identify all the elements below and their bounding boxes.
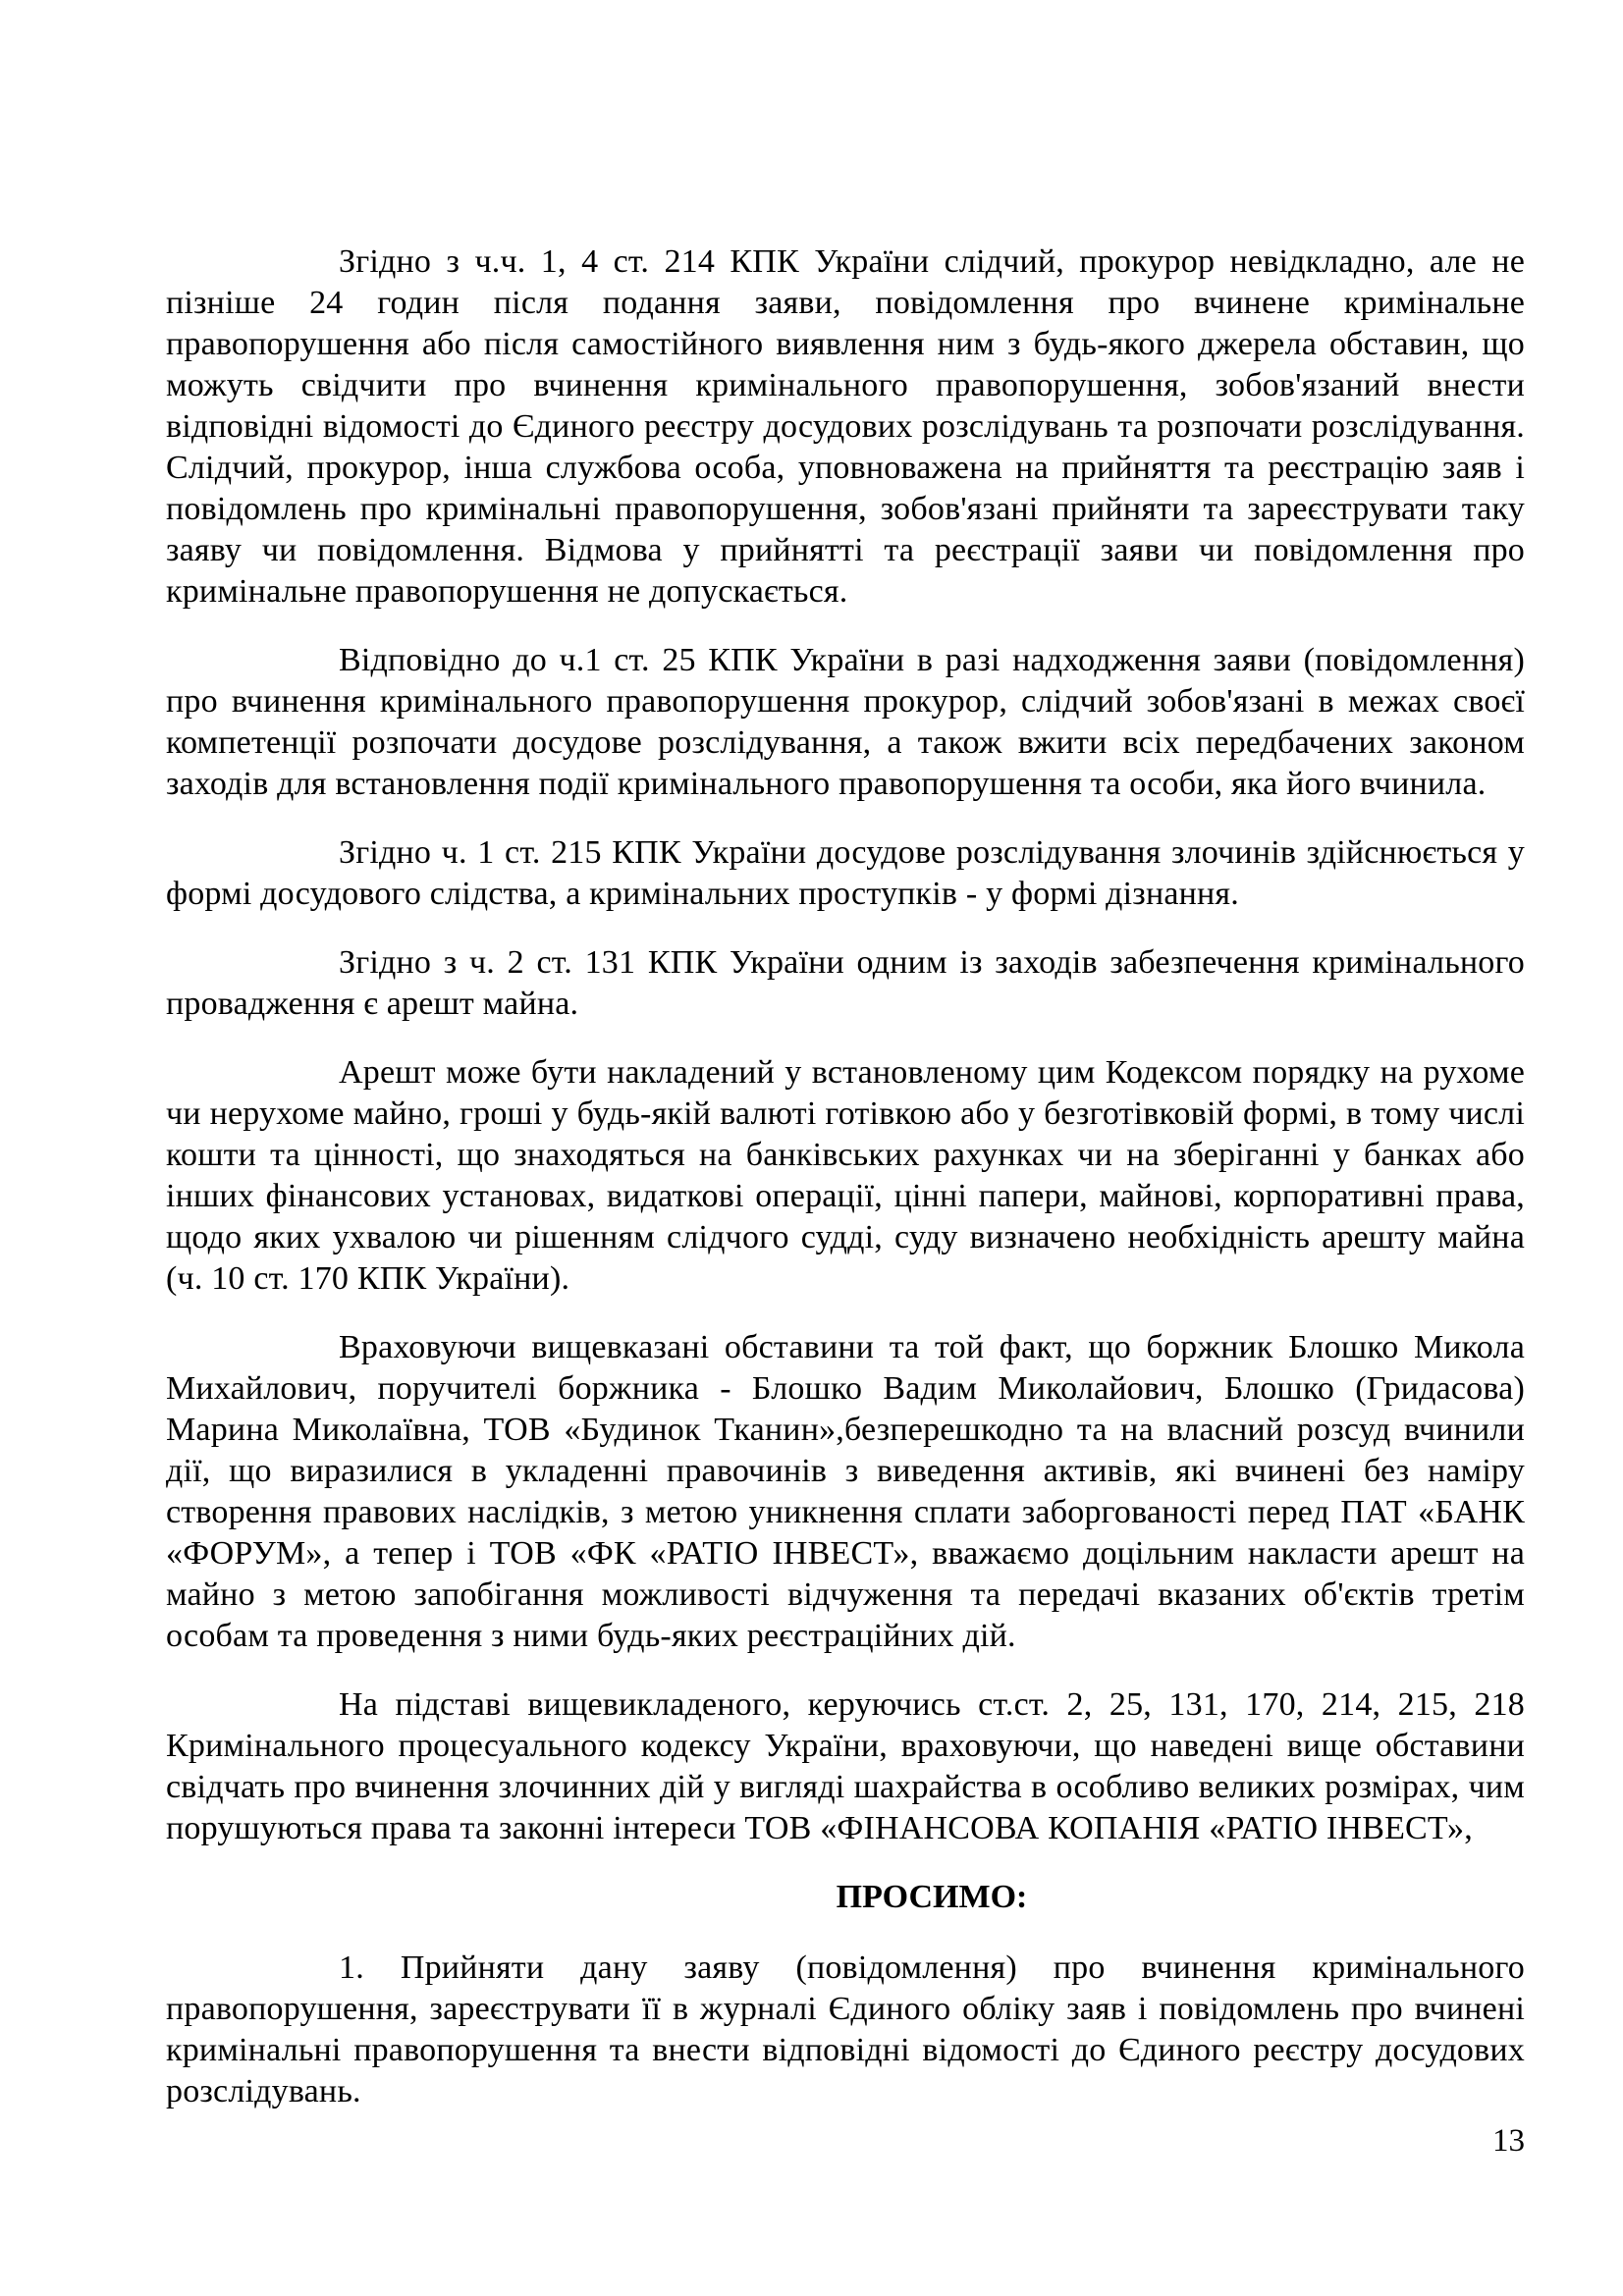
page-number: 13: [1492, 2123, 1525, 2159]
paragraph-arrest-property: Арешт може бути накладений у встановленому цим Кодексом порядку на рухоме чи нерухоме майно, гроші у будь-якій валюті готівкою або у безготівковій формі, в тому числі кошти та цінності, що знаходяться на банківських рахунках чи на зберіганні у банках або інших фінансових установах, видаткові операції, цінні папери, майнові, корпоративні права, щодо яких ухвалою чи рішенням слідчого судді, суду визначено необхідність арешту майна (ч. 10 ст. 170 КПК України).: [166, 1054, 1525, 1297]
paragraph-legal-grounds: На підставі вищевикладеного, керуючись ст.ст. 2, 25, 131, 170, 214, 215, 218 Кримінального процесуального кодексу України, враховуючи, що наведені вище обставини свідчать про вчинення злочинних дій у вигляді шахрайства в особливо великих розмірах, чим порушуються права та законні інтереси ТОВ «ФІНАНСОВА КОПАНІЯ «РАТІО ІНВЕСТ»,: [166, 1686, 1525, 1846]
paragraph-circumstances-debtors: Враховуючи вищевказані обставини та той факт, що боржник Блошко Микола Михайлович, поручителі боржника - Блошко Вадим Миколайович, Блошко (Гридасова) Марина Миколаївна, ТОВ «Будинок Тканин»,безперешкодно та на власний розсуд вчинили дії, що виразилися в укладенні правочинів з виведення активів, які вчинені без наміру створення правових наслідків, з метою уникнення сплати заборгованості перед ПАТ «БАНК «ФОРУМ», а тепер і ТОВ «ФК «РАТІО ІНВЕСТ», вважаємо доцільним накласти арешт на майно з метою запобігання можливості відчуження та передачі вказаних об'єктів третім особам та проведення з ними будь-яких реєстраційних дій.: [166, 1329, 1525, 1654]
paragraph-kpk-art-214: Згідно з ч.ч. 1, 4 ст. 214 КПК України слідчий, прокурор невідкладно, але не пізніше 24 годин після подання заяви, повідомлення про вчинене кримінальне правопорушення або після самостійного виявлення ним з будь-якого джерела обставин, що можуть свідчити про вчинення кримінального правопорушення, зобов'язаний внести відповідні відомості до Єдиного реєстру досудових розслідувань та розпочати розслідування. Слідчий, прокурор, інша службова особа, уповноважена на прийняття та реєстрацію заяв і повідомлень про кримінальні правопорушення, зобов'язані прийняти та зареєструвати таку заяву чи повідомлення. Відмова у прийнятті та реєстрації заяви чи повідомлення про кримінальне правопорушення не допускається.: [166, 243, 1525, 610]
document-body: [166, 241, 1525, 2140]
paragraph-kpk-art-131: Згідно з ч. 2 ст. 131 КПК України одним із заходів забезпечення кримінального провадження є арешт майна.: [166, 944, 1525, 1022]
paragraph-kpk-art-25: Відповідно до ч.1 ст. 25 КПК України в разі надходження заяви (повідомлення) про вчинення кримінального правопорушення прокурор, слідчий зобов'язані в межах своєї компетенції розпочати досудове розслідування, а також вжити всіх передбачених законом заходів для встановлення події кримінального правопорушення та особи, яка його вчинила.: [166, 642, 1525, 802]
section-heading-prosymo: ПРОСИМО:: [836, 1879, 1028, 1915]
request-item-1: 1. Прийняти дану заяву (повідомлення) про вчинення кримінального правопорушення, зареєструвати її в журналі Єдиного обліку заяв і повідомлень про вчинені кримінальні правопорушення та внести відповідні відомості до Єдиного реєстру досудових розслідувань.: [166, 1949, 1525, 2109]
paragraph-kpk-art-215: Згідно ч. 1 ст. 215 КПК України досудове розслідування злочинів здійснюється у формі досудового слідства, а кримінальних проступків - у формі дізнання.: [166, 834, 1525, 912]
